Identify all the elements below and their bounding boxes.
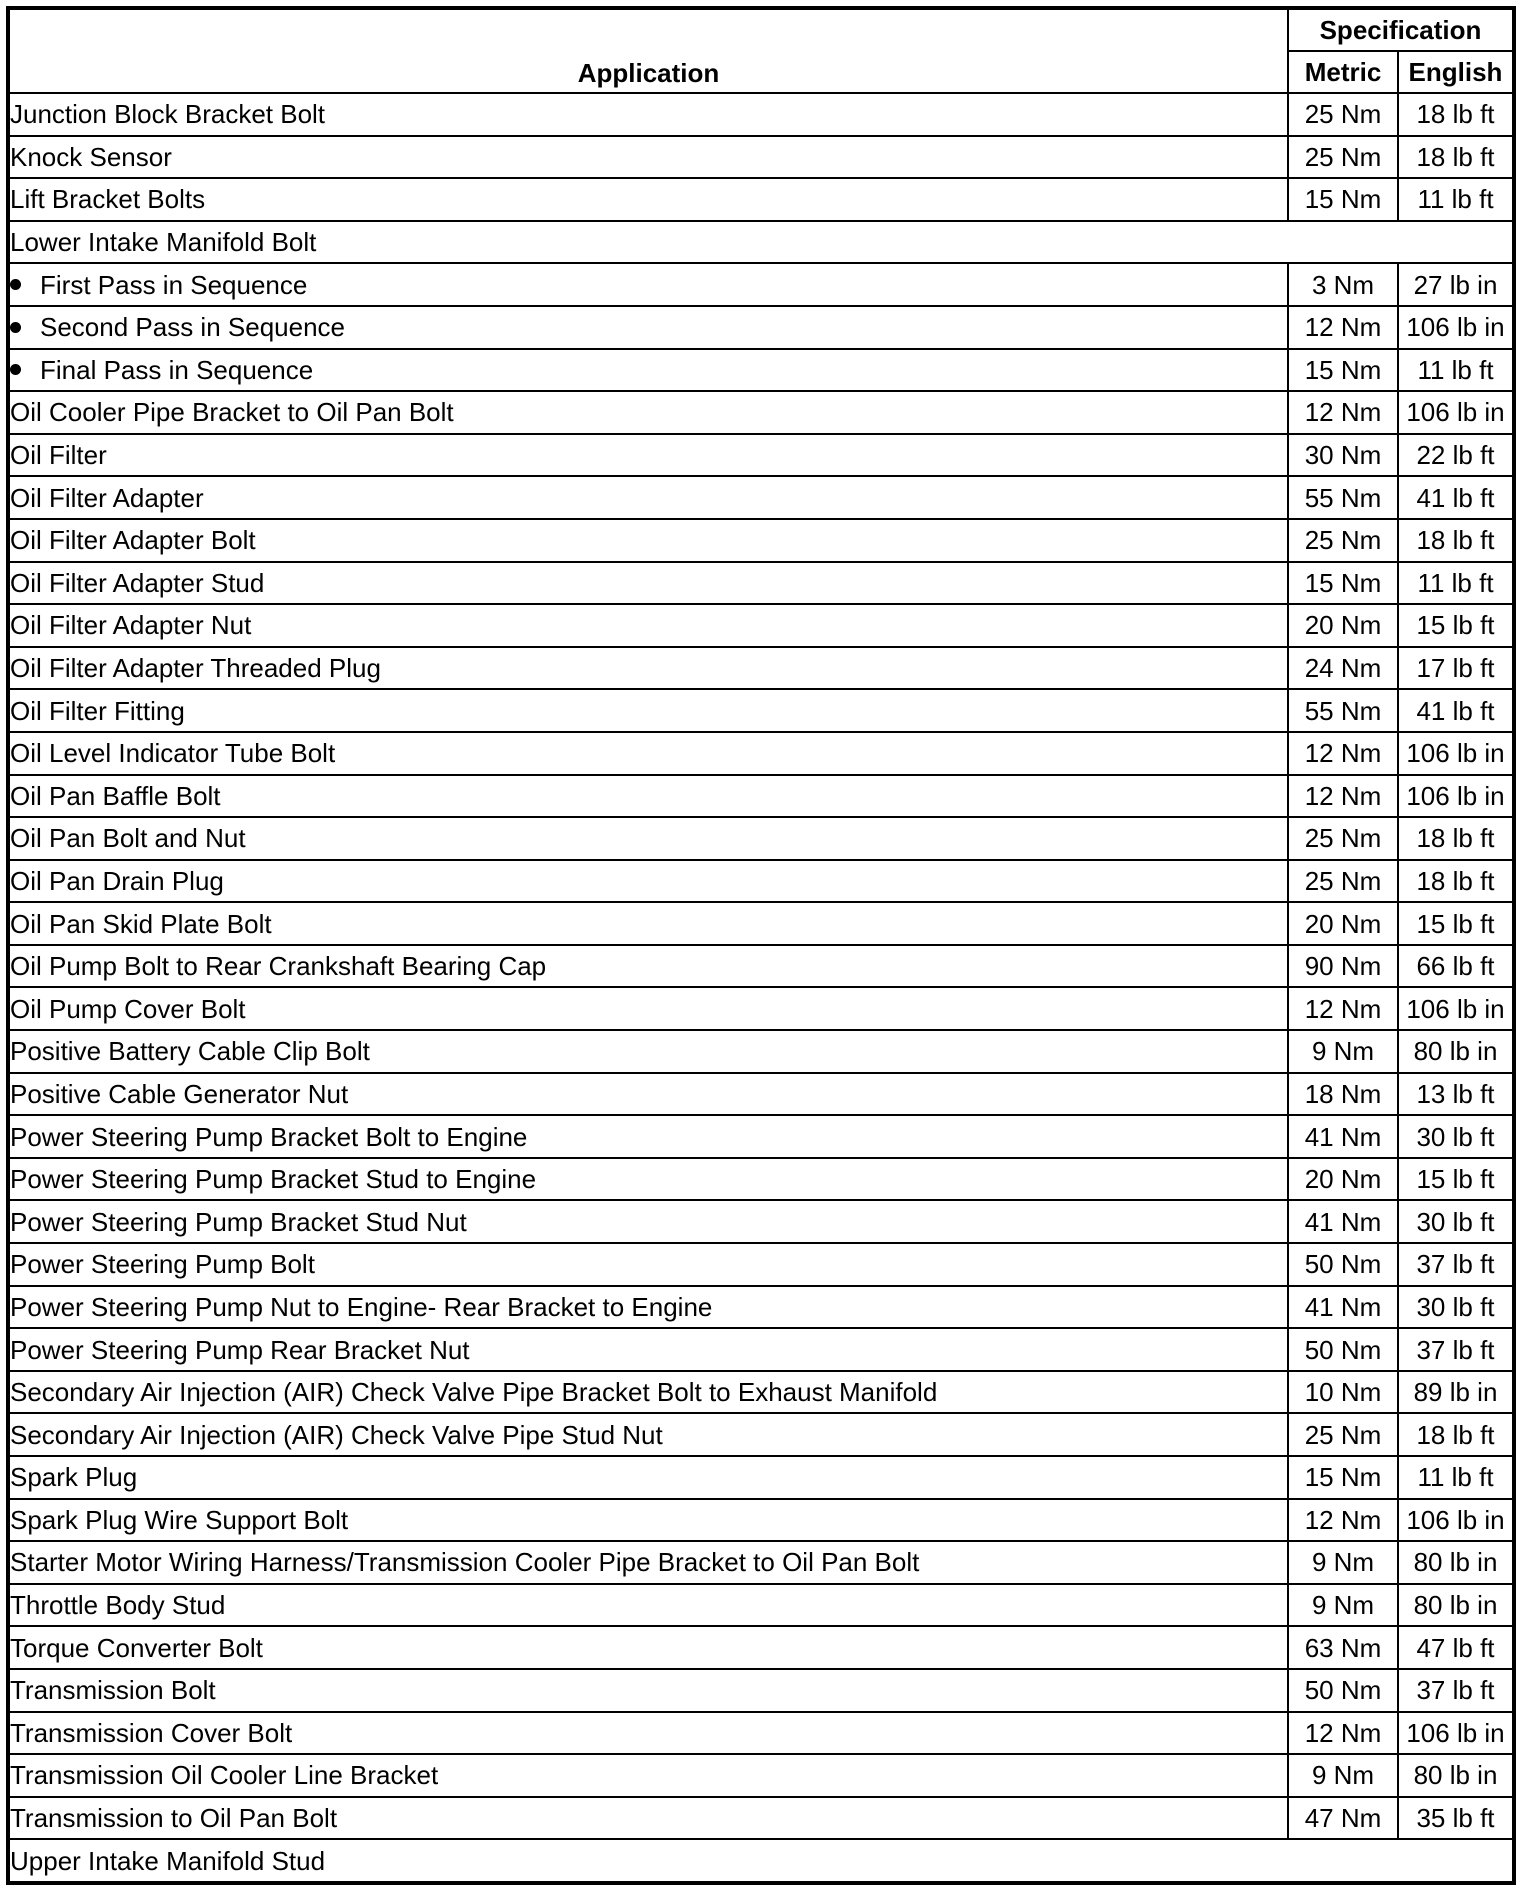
application-label: Transmission Oil Cooler Line Bracket — [10, 1760, 439, 1791]
table-row — [8, 1584, 1514, 1627]
english-cell: 18 lb ft — [1398, 519, 1514, 562]
metric-cell: 55 Nm — [1288, 476, 1398, 519]
table-body — [8, 93, 1514, 1883]
english-cell: 106 lb in — [1398, 306, 1514, 349]
metric-cell: 15 Nm — [1288, 178, 1398, 221]
application-header: Application — [8, 8, 1288, 93]
application-cell — [8, 519, 1288, 562]
metric-cell: 12 Nm — [1288, 1712, 1398, 1755]
english-cell: 41 lb ft — [1398, 476, 1514, 519]
application-cell — [8, 1712, 1288, 1755]
english-cell: 30 lb ft — [1398, 1115, 1514, 1158]
application-label: Starter Motor Wiring Harness/Transmission Cooler Pipe Bracket to Oil Pan Bolt — [10, 1547, 920, 1578]
application-cell — [8, 178, 1288, 221]
application-label: Oil Filter Adapter Bolt — [10, 525, 256, 556]
application-label: Final Pass in Sequence — [40, 354, 314, 385]
application-cell — [8, 732, 1288, 775]
metric-cell: 24 Nm — [1288, 647, 1398, 690]
table-row — [8, 434, 1514, 477]
metric-cell: 25 Nm — [1288, 817, 1398, 860]
application-cell — [8, 1584, 1288, 1627]
application-cell — [8, 1413, 1288, 1456]
application-label: Power Steering Pump Bracket Stud to Engine — [10, 1164, 537, 1195]
metric-cell: 12 Nm — [1288, 1499, 1398, 1542]
table-sub-row — [8, 306, 1514, 349]
metric-cell: 15 Nm — [1288, 1456, 1398, 1499]
application-cell — [8, 1200, 1288, 1243]
table-row — [8, 1115, 1514, 1158]
table-row — [8, 1328, 1514, 1371]
application-cell — [8, 775, 1288, 818]
metric-cell: 12 Nm — [1288, 391, 1398, 434]
english-cell: 80 lb in — [1398, 1584, 1514, 1627]
english-cell: 15 lb ft — [1398, 902, 1514, 945]
application-label: Oil Pump Bolt to Rear Crankshaft Bearing Cap — [10, 951, 547, 982]
application-cell — [8, 1754, 1288, 1797]
english-cell: 106 lb in — [1398, 391, 1514, 434]
application-cell — [8, 1797, 1288, 1840]
english-cell: 15 lb ft — [1398, 1158, 1514, 1201]
application-label: Transmission Bolt — [10, 1675, 216, 1706]
application-label: Junction Block Bracket Bolt — [10, 99, 326, 130]
application-label: Oil Pan Drain Plug — [10, 865, 224, 896]
english-cell: 41 lb ft — [1398, 689, 1514, 732]
fastener-spec-table — [6, 6, 1516, 1885]
table-row — [8, 987, 1514, 1030]
english-cell: 66 lb ft — [1398, 945, 1514, 988]
metric-cell: 30 Nm — [1288, 434, 1398, 477]
metric-cell: 15 Nm — [1288, 349, 1398, 392]
application-label: Lift Bracket Bolts — [10, 184, 206, 215]
table-row — [8, 1413, 1514, 1456]
bullet-icon — [10, 279, 21, 290]
table-group-row — [8, 221, 1514, 264]
english-cell: 80 lb in — [1398, 1541, 1514, 1584]
application-cell — [8, 1499, 1288, 1542]
metric-cell: 15 Nm — [1288, 562, 1398, 605]
english-cell: 11 lb ft — [1398, 1456, 1514, 1499]
application-cell — [8, 1371, 1288, 1414]
application-label: Throttle Body Stud — [10, 1590, 226, 1621]
english-cell: 11 lb ft — [1398, 349, 1514, 392]
metric-cell: 25 Nm — [1288, 860, 1398, 903]
english-cell: 47 lb ft — [1398, 1626, 1514, 1669]
table-row — [8, 136, 1514, 179]
application-cell — [8, 987, 1288, 1030]
application-cell — [8, 689, 1288, 732]
metric-cell: 50 Nm — [1288, 1669, 1398, 1712]
table-row — [8, 689, 1514, 732]
application-label: Oil Filter Adapter — [10, 482, 204, 513]
application-cell — [8, 1839, 1514, 1883]
application-label: Oil Pan Baffle Bolt — [10, 780, 221, 811]
metric-cell: 3 Nm — [1288, 263, 1398, 306]
english-cell: 106 lb in — [1398, 1499, 1514, 1542]
bullet-icon — [10, 364, 21, 375]
english-cell: 18 lb ft — [1398, 817, 1514, 860]
application-cell — [8, 562, 1288, 605]
table-row — [8, 391, 1514, 434]
table-row — [8, 1456, 1514, 1499]
english-cell: 22 lb ft — [1398, 434, 1514, 477]
metric-cell: 12 Nm — [1288, 987, 1398, 1030]
table-row — [8, 93, 1514, 136]
application-cell — [8, 1541, 1288, 1584]
metric-cell: 20 Nm — [1288, 1158, 1398, 1201]
metric-cell: 9 Nm — [1288, 1754, 1398, 1797]
table-row — [8, 519, 1514, 562]
english-cell: 18 lb ft — [1398, 860, 1514, 903]
metric-cell: 9 Nm — [1288, 1584, 1398, 1627]
application-cell — [8, 221, 1514, 264]
table-row — [8, 732, 1514, 775]
table-row — [8, 1541, 1514, 1584]
metric-cell: 63 Nm — [1288, 1626, 1398, 1669]
metric-cell: 50 Nm — [1288, 1243, 1398, 1286]
metric-header: Metric — [1288, 51, 1398, 93]
application-cell — [8, 1073, 1288, 1116]
table-row — [8, 1669, 1514, 1712]
application-cell — [8, 306, 1288, 349]
table-row — [8, 817, 1514, 860]
english-cell: 106 lb in — [1398, 1712, 1514, 1755]
table-group-row — [8, 1839, 1514, 1883]
application-label: Power Steering Pump Nut to Engine- Rear Bracket to Engine — [10, 1291, 713, 1322]
metric-cell: 9 Nm — [1288, 1541, 1398, 1584]
application-label: Knock Sensor — [10, 141, 172, 172]
application-cell — [8, 1243, 1288, 1286]
table-row — [8, 562, 1514, 605]
english-cell: 11 lb ft — [1398, 178, 1514, 221]
english-cell: 30 lb ft — [1398, 1200, 1514, 1243]
table-row — [8, 775, 1514, 818]
metric-cell: 20 Nm — [1288, 902, 1398, 945]
application-cell — [8, 434, 1288, 477]
metric-cell: 47 Nm — [1288, 1797, 1398, 1840]
application-label: Oil Filter Adapter Nut — [10, 610, 252, 641]
english-cell: 17 lb ft — [1398, 647, 1514, 690]
application-cell — [8, 391, 1288, 434]
table-sub-row — [8, 263, 1514, 306]
metric-cell: 9 Nm — [1288, 1030, 1398, 1073]
metric-cell: 25 Nm — [1288, 136, 1398, 179]
english-cell: 80 lb in — [1398, 1030, 1514, 1073]
application-label: Second Pass in Sequence — [40, 312, 345, 343]
application-label: Oil Filter Adapter Threaded Plug — [10, 653, 381, 684]
application-cell — [8, 604, 1288, 647]
application-label: Spark Plug Wire Support Bolt — [10, 1504, 349, 1535]
table-sub-row — [8, 349, 1514, 392]
table-row — [8, 1073, 1514, 1116]
table-row — [8, 902, 1514, 945]
metric-cell: 41 Nm — [1288, 1286, 1398, 1329]
application-label: Positive Battery Cable Clip Bolt — [10, 1036, 370, 1067]
english-cell: 106 lb in — [1398, 987, 1514, 1030]
application-cell — [8, 945, 1288, 988]
metric-cell: 90 Nm — [1288, 945, 1398, 988]
metric-cell: 10 Nm — [1288, 1371, 1398, 1414]
application-label: Positive Cable Generator Nut — [10, 1078, 349, 1109]
table-row — [8, 945, 1514, 988]
english-cell: 27 lb in — [1398, 263, 1514, 306]
table-row — [8, 178, 1514, 221]
application-label: Power Steering Pump Bracket Bolt to Engine — [10, 1121, 528, 1152]
metric-cell: 20 Nm — [1288, 604, 1398, 647]
table-row — [8, 1797, 1514, 1840]
table-row — [8, 1712, 1514, 1755]
metric-cell: 25 Nm — [1288, 519, 1398, 562]
application-cell — [8, 1286, 1288, 1329]
metric-cell: 41 Nm — [1288, 1200, 1398, 1243]
application-label: Oil Filter — [10, 440, 107, 471]
application-label: Torque Converter Bolt — [10, 1632, 263, 1663]
application-cell — [8, 647, 1288, 690]
table-row — [8, 1030, 1514, 1073]
application-label: Oil Pan Bolt and Nut — [10, 823, 246, 854]
application-label: Upper Intake Manifold Stud — [10, 1845, 326, 1876]
english-header: English — [1398, 51, 1514, 93]
english-cell: 37 lb ft — [1398, 1669, 1514, 1712]
application-cell — [8, 817, 1288, 860]
metric-cell: 50 Nm — [1288, 1328, 1398, 1371]
metric-cell: 18 Nm — [1288, 1073, 1398, 1116]
application-cell — [8, 1669, 1288, 1712]
english-cell: 89 lb in — [1398, 1371, 1514, 1414]
table-row — [8, 1499, 1514, 1542]
table-row — [8, 1286, 1514, 1329]
application-label: Power Steering Pump Bracket Stud Nut — [10, 1206, 467, 1237]
table-row — [8, 1158, 1514, 1201]
table-header — [8, 8, 1514, 93]
metric-cell: 12 Nm — [1288, 775, 1398, 818]
application-label: Secondary Air Injection (AIR) Check Valve Pipe Bracket Bolt to Exhaust Manifold — [10, 1377, 938, 1408]
application-label: Power Steering Pump Rear Bracket Nut — [10, 1334, 470, 1365]
english-cell: 18 lb ft — [1398, 136, 1514, 179]
application-cell — [8, 263, 1288, 306]
english-cell: 11 lb ft — [1398, 562, 1514, 605]
application-label: Secondary Air Injection (AIR) Check Valve Pipe Stud Nut — [10, 1419, 663, 1450]
application-label: Oil Filter Adapter Stud — [10, 567, 265, 598]
application-label: Oil Pump Cover Bolt — [10, 993, 246, 1024]
application-cell — [8, 349, 1288, 392]
english-cell: 15 lb ft — [1398, 604, 1514, 647]
english-cell: 18 lb ft — [1398, 1413, 1514, 1456]
application-label: Power Steering Pump Bolt — [10, 1249, 315, 1280]
english-cell: 30 lb ft — [1398, 1286, 1514, 1329]
metric-cell: 12 Nm — [1288, 732, 1398, 775]
english-cell: 35 lb ft — [1398, 1797, 1514, 1840]
application-label: Oil Cooler Pipe Bracket to Oil Pan Bolt — [10, 397, 454, 428]
metric-cell: 12 Nm — [1288, 306, 1398, 349]
table-row — [8, 1371, 1514, 1414]
application-cell — [8, 902, 1288, 945]
application-label: Transmission to Oil Pan Bolt — [10, 1803, 338, 1834]
table-row — [8, 1243, 1514, 1286]
metric-cell: 25 Nm — [1288, 93, 1398, 136]
table-row — [8, 1626, 1514, 1669]
english-cell: 37 lb ft — [1398, 1243, 1514, 1286]
table-row — [8, 647, 1514, 690]
table-row — [8, 1754, 1514, 1797]
english-cell: 106 lb in — [1398, 732, 1514, 775]
application-cell — [8, 1158, 1288, 1201]
application-cell — [8, 860, 1288, 903]
application-cell — [8, 476, 1288, 519]
table-row — [8, 1200, 1514, 1243]
application-label: Lower Intake Manifold Bolt — [10, 227, 317, 258]
english-cell: 18 lb ft — [1398, 93, 1514, 136]
english-cell: 80 lb in — [1398, 1754, 1514, 1797]
metric-cell: 25 Nm — [1288, 1413, 1398, 1456]
application-label: Oil Pan Skid Plate Bolt — [10, 908, 272, 939]
bullet-icon — [10, 322, 21, 333]
table-row — [8, 604, 1514, 647]
specification-header: Specification — [1288, 8, 1514, 51]
application-label: First Pass in Sequence — [40, 269, 308, 300]
application-cell — [8, 1626, 1288, 1669]
application-cell — [8, 136, 1288, 179]
application-label: Oil Filter Fitting — [10, 695, 185, 726]
table-row — [8, 860, 1514, 903]
application-cell — [8, 93, 1288, 136]
metric-cell: 55 Nm — [1288, 689, 1398, 732]
application-label: Transmission Cover Bolt — [10, 1717, 293, 1748]
application-cell — [8, 1456, 1288, 1499]
application-cell — [8, 1328, 1288, 1371]
application-label: Oil Level Indicator Tube Bolt — [10, 738, 336, 769]
english-cell: 106 lb in — [1398, 775, 1514, 818]
table-row — [8, 476, 1514, 519]
english-cell: 37 lb ft — [1398, 1328, 1514, 1371]
metric-cell: 41 Nm — [1288, 1115, 1398, 1158]
application-cell — [8, 1115, 1288, 1158]
application-label: Spark Plug — [10, 1462, 138, 1493]
application-cell — [8, 1030, 1288, 1073]
english-cell: 13 lb ft — [1398, 1073, 1514, 1116]
